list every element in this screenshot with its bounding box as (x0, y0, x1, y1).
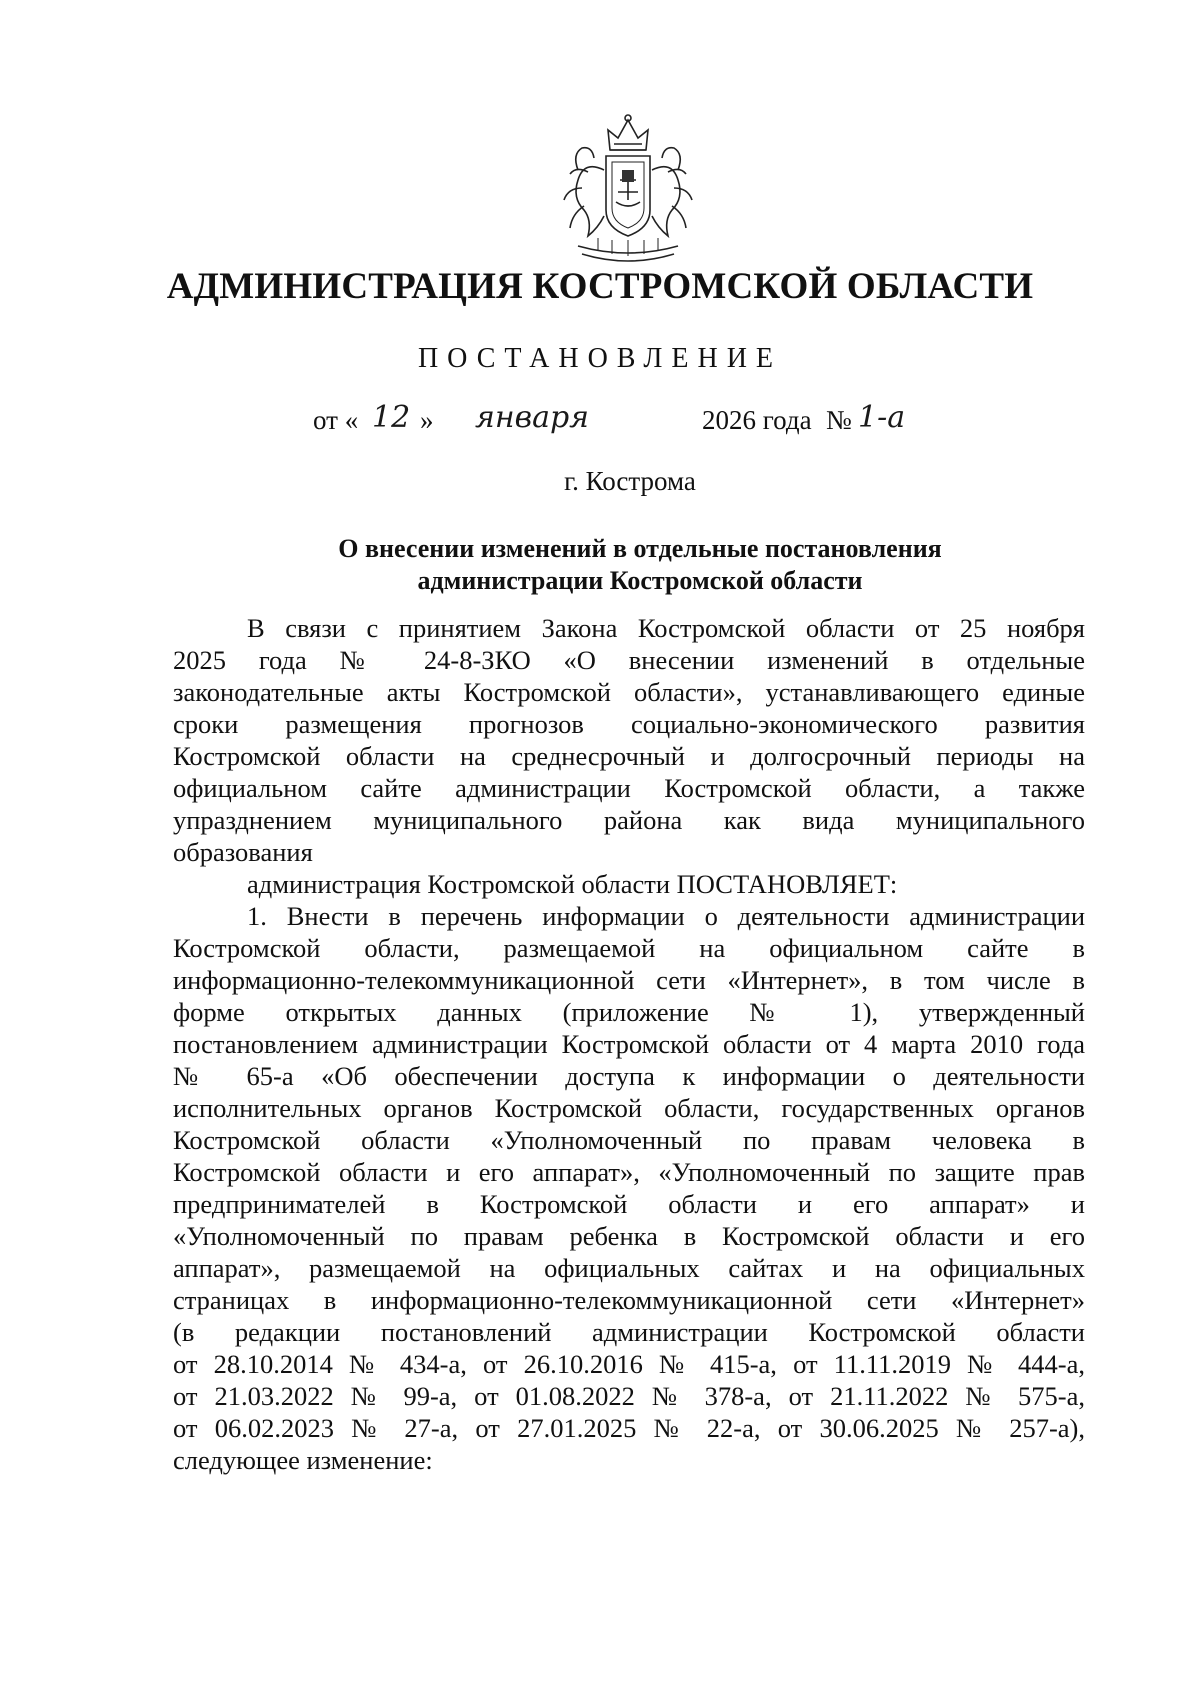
date-year: 2026 года (702, 405, 812, 435)
document-type-heading: ПОСТАНОВЛЕНИЕ (417, 343, 783, 374)
organization-title: АДМИНИСТРАЦИЯ КОСТРОМСКОЙ ОБЛАСТИ (166, 266, 1034, 307)
body-line: Костромской области и его аппарат», «Уполномоченный по защите прав (173, 1157, 1085, 1187)
body-line: «Уполномоченный по правам ребенка в Костромской области и его (173, 1221, 1085, 1251)
document-subject (220, 533, 1060, 597)
body-line: постановлением администрации Костромской области от 4 марта 2010 года (173, 1029, 1085, 1059)
number-sign: № (826, 405, 852, 435)
body-line: страницах в информационно-телекоммуникационной сети «Интернет» (173, 1285, 1085, 1315)
document-number-handwritten: 1-а (858, 400, 906, 435)
body-line: информационно-телекоммуникационной сети «Интернет», в том числе в (173, 965, 1085, 995)
body-line: 2025 года № 24-8-ЗКО «О внесении изменений в отдельные (173, 645, 1085, 675)
body-line: форме открытых данных (приложение № 1), утвержденный (173, 997, 1085, 1027)
body-line: № 65-а «Об обеспечении доступа к информации о деятельности (173, 1061, 1085, 1091)
coat-of-arms-emblem (548, 110, 708, 275)
body-line: от 28.10.2014 № 434-а, от 26.10.2016 № 415-а, от 11.11.2019 № 444-а, (173, 1349, 1085, 1379)
body-line: следующее изменение: (173, 1445, 433, 1475)
body-line: от 06.02.2023 № 27-а, от 27.01.2025 № 22-а, от 30.06.2025 № 257-а), (173, 1413, 1085, 1443)
body-line: Костромской области, размещаемой на официальном сайте в (173, 933, 1085, 963)
body-line: образования (173, 837, 313, 867)
body-line: (в редакции постановлений администрации Костромской области (173, 1317, 1085, 1347)
subject-line: администрации Костромской области (417, 566, 863, 595)
body-line: 1. Внести в перечень информации о деятельности администрации (247, 901, 1085, 931)
date-month-handwritten: января (475, 400, 590, 435)
body-line: законодательные акты Костромской области», устанавливающего единые (173, 677, 1085, 707)
body-line: упразднением муниципального района как вида муниципального (173, 805, 1085, 835)
body-line: Костромской области «Уполномоченный по правам человека в (173, 1125, 1085, 1155)
body-line: Костромской области на среднесрочный и долгосрочный периоды на (173, 741, 1085, 771)
body-line: администрация Костромской области ПОСТАНОВЛЯЕТ: (247, 869, 898, 899)
body-line: аппарат», размещаемой на официальных сайтах и на официальных (173, 1253, 1085, 1283)
date-prefix: от « (313, 405, 359, 435)
place-of-issue: г. Кострома (564, 466, 696, 496)
body-line: исполнительных органов Костромской области, государственных органов (173, 1093, 1085, 1123)
body-line: от 21.03.2022 № 99-а, от 01.08.2022 № 378-а, от 21.11.2022 № 575-а, (173, 1381, 1085, 1411)
body-line: В связи с принятием Закона Костромской области от 25 ноября (247, 613, 1085, 643)
date-quote-close: » (420, 405, 434, 435)
body-line: сроки размещения прогнозов социально-экономического развития (173, 709, 1085, 739)
body-line: официальном сайте администрации Костромской области, а также (173, 773, 1085, 803)
date-day-handwritten: 12 (372, 400, 411, 435)
subject-line: О внесении изменений в отдельные постановления (338, 534, 942, 563)
body-line: предпринимателей в Костромской области и его аппарат» и (173, 1189, 1085, 1219)
